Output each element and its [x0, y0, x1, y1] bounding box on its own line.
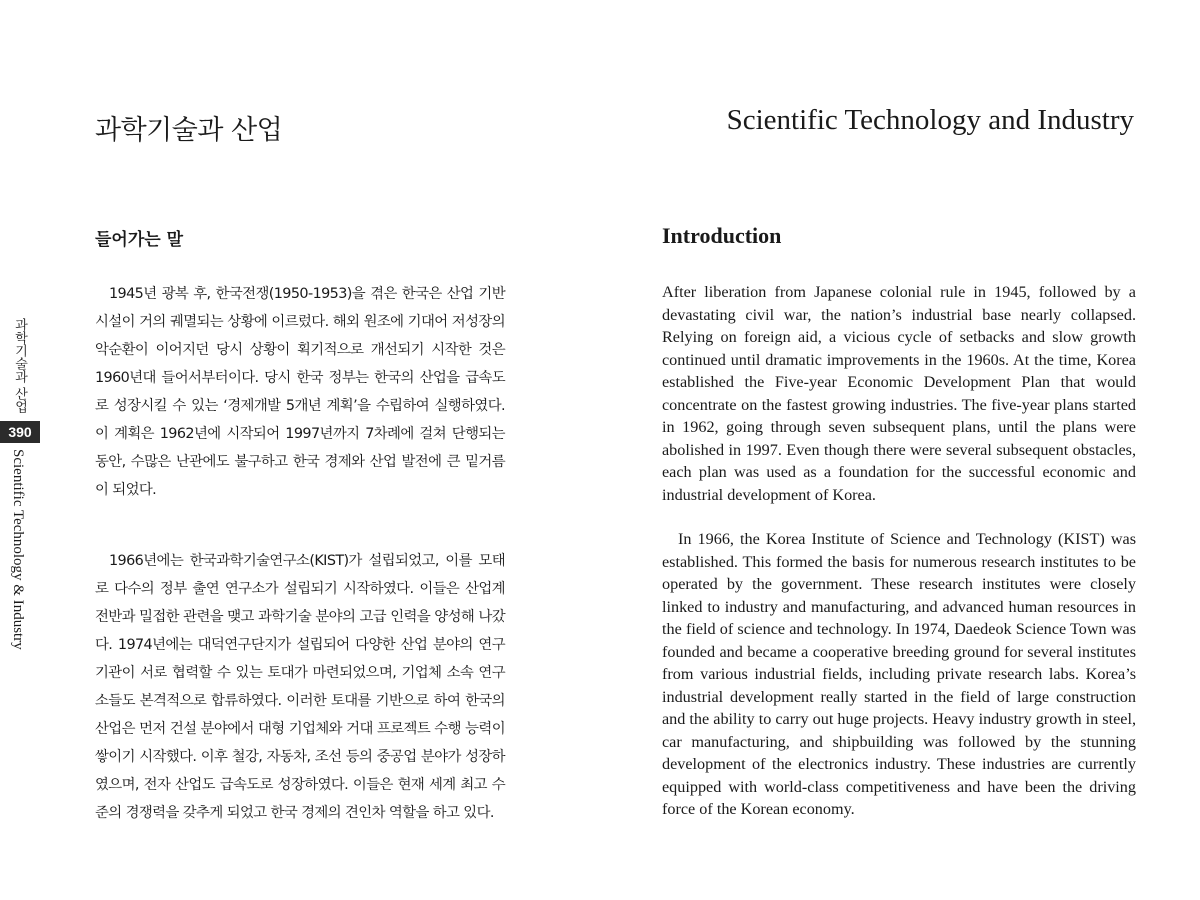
page-title-korean: 과학기술과 산업 — [95, 115, 283, 146]
side-label-korean: 과학기술과 산업 — [12, 318, 27, 414]
english-paragraph-2: In 1966, the Korea Institute of Science and Technology (KIST) was established. This formed the basis for numerous research institutes to be operated by the government. These research institutes were closely linked to industry and manufacturing, and advanced human resources in the field of science and technology. In 1974, Daedeok Science Town was founded and became a cooperative breeding ground for several institutes from various industrial fields, including private research labs. Korea’s industrial development really started in the field of large construction and the ability to carry out huge projects. Heavy industry growth in steel, car manufacturing, and shipbuilding was followed by the stunning development of the electronics industry. These industries are currently equipped with world-class competitiveness and have been the driving force of the Korean economy. — [662, 530, 1136, 818]
section-heading-korean: 들어가는 말 — [95, 230, 184, 250]
page-number: 390 — [0, 421, 40, 443]
korean-text-column — [95, 280, 505, 870]
section-heading-english: Introduction — [662, 223, 782, 248]
side-label-english: Scientific Technology & Industry — [10, 449, 26, 650]
english-text-column — [662, 281, 1136, 843]
page-title-english: Scientific Technology and Industry — [726, 104, 1134, 136]
english-paragraph-1: After liberation from Japanese colonial rule in 1945, followed by a devastating civil war, the nation’s industrial base nearly collapsed. Relying on foreign aid, a vicious cycle of setbacks and slow growth continued until dramatic improvements in the 1960s. At the time, Korea established the Five-year Economic Development Plan that would concentrate on the fastest growing industries. The five-year plans started in 1962, going through seven subsequent plans, until the plans were abolished in 1997. Even though there were several subsequent obstacles, each plan was used as a foundation for the successful economic and industrial development of Korea. — [662, 283, 1136, 504]
korean-paragraph-2: 1966년에는 한국과학기술연구소(KIST)가 설립되었고, 이를 모태로 다수의 정부 출연 연구소가 설립되기 시작하였다. 이들은 산업계 전반과 밀접한 관련을 맺고 과학기술 분야의 고급 인력을 양성해 나갔다. 1974년에는 대덕연구단지가 설립되어 다양한 산업 분야의 연구기관이 서로 협력할 수 있는 토대가 마련되었으며, 기업체 소속 연구소들도 본격적으로 합류하였다. 이러한 토대를 기반으로 하여 한국의 산업은 먼저 건설 분야에서 대형 기업체와 거대 프로젝트 수행 능력이 쌓이기 시작했다. 이후 철강, 자동차, 조선 등의 중공업 분야가 성장하였으며, 전자 산업도 급속도로 성장하였다. 이들은 현재 세계 최고 수준의 경쟁력을 갖추게 되었고 한국 경제의 견인차 역할을 하고 있다. — [95, 553, 505, 821]
korean-paragraph-1: 1945년 광복 후, 한국전쟁(1950-1953)을 겪은 한국은 산업 기반 시설이 거의 궤멸되는 상황에 이르렀다. 해외 원조에 기대어 저성장의 악순환이 이어지던 당시 상황이 획기적으로 개선되기 시작한 것은 1960년대 들어서부터이다. 당시 한국 정부는 한국의 산업을 급속도로 성장시킬 수 있는 ‘경제개발 5개년 계획’을 수립하여 실행하였다. 이 계획은 1962년에 시작되어 1997년까지 7차례에 걸쳐 단행되는 동안, 수많은 난관에도 불구하고 한국 경제와 산업 발전에 큰 밑거름이 되었다. — [95, 286, 505, 498]
